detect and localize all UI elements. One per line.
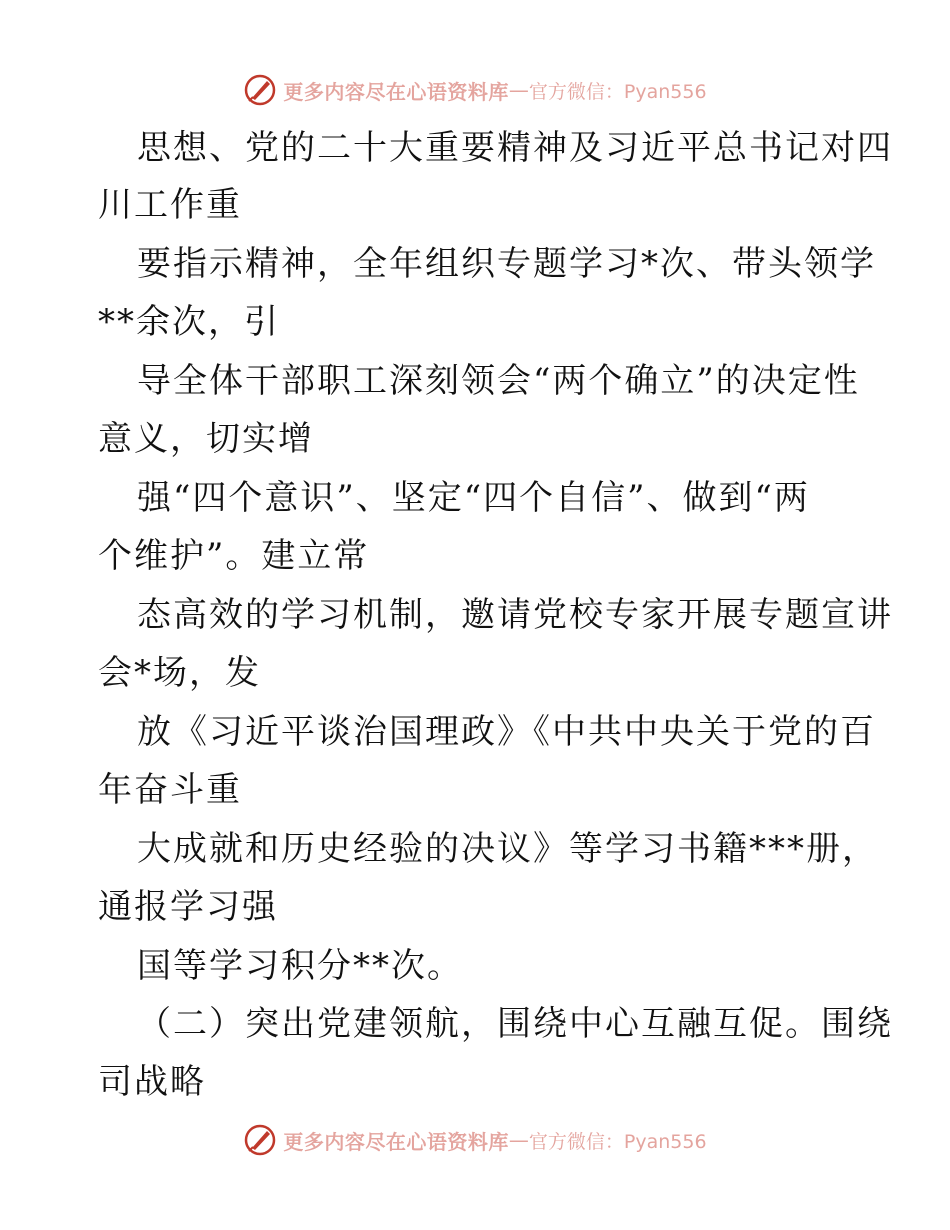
body-line: 个维护”。建立常: [98, 536, 370, 576]
body-line: 态高效的学习机制，邀请党校专家开展专题宣讲: [137, 595, 893, 635]
watermark-separator: —: [508, 78, 529, 102]
body-line: 会*场，发: [98, 653, 261, 693]
watermark-contact: 官方微信：Pyan556: [528, 1130, 707, 1153]
body-line: 强“四个意识”、坚定“四个自信”、做到“两: [137, 478, 810, 518]
quill-pen-icon: [243, 1123, 277, 1157]
body-line: 思想、党的二十大重要精神及习近平总书记对四: [137, 128, 893, 168]
watermark-contact: 官方微信：Pyan556: [528, 80, 707, 103]
body-line: 川工作重: [98, 185, 242, 225]
body-line: 放《习近平谈治国理政》《中共中央关于党的百: [137, 712, 876, 752]
section-heading-line: （二）突出党建领航，围绕中心互融互促。围绕: [137, 1004, 893, 1044]
watermark-brand: 更多内容尽在心语资料库: [283, 1129, 509, 1154]
quill-pen-icon: [243, 73, 277, 107]
body-line: 要指示精神，全年组织专题学习*次、带头领学: [137, 244, 876, 284]
body-line: **余次，引: [98, 302, 280, 342]
body-line: 通报学习强: [98, 887, 278, 927]
body-line: 国等学习积分**次。: [137, 946, 463, 986]
body-line: 司战略: [98, 1062, 206, 1102]
body-line: 意义，切实增: [98, 419, 314, 459]
body-line: 导全体干部职工深刻领会“两个确立”的决定性: [137, 361, 860, 401]
header-watermark: [0, 70, 950, 110]
watermark-separator: —: [508, 1128, 529, 1152]
footer-watermark: [0, 1120, 950, 1160]
watermark-brand: 更多内容尽在心语资料库: [283, 79, 509, 104]
body-line: 大成就和历史经验的决议》等学习书籍***册，: [137, 829, 878, 869]
body-line: 年奋斗重: [98, 770, 242, 810]
